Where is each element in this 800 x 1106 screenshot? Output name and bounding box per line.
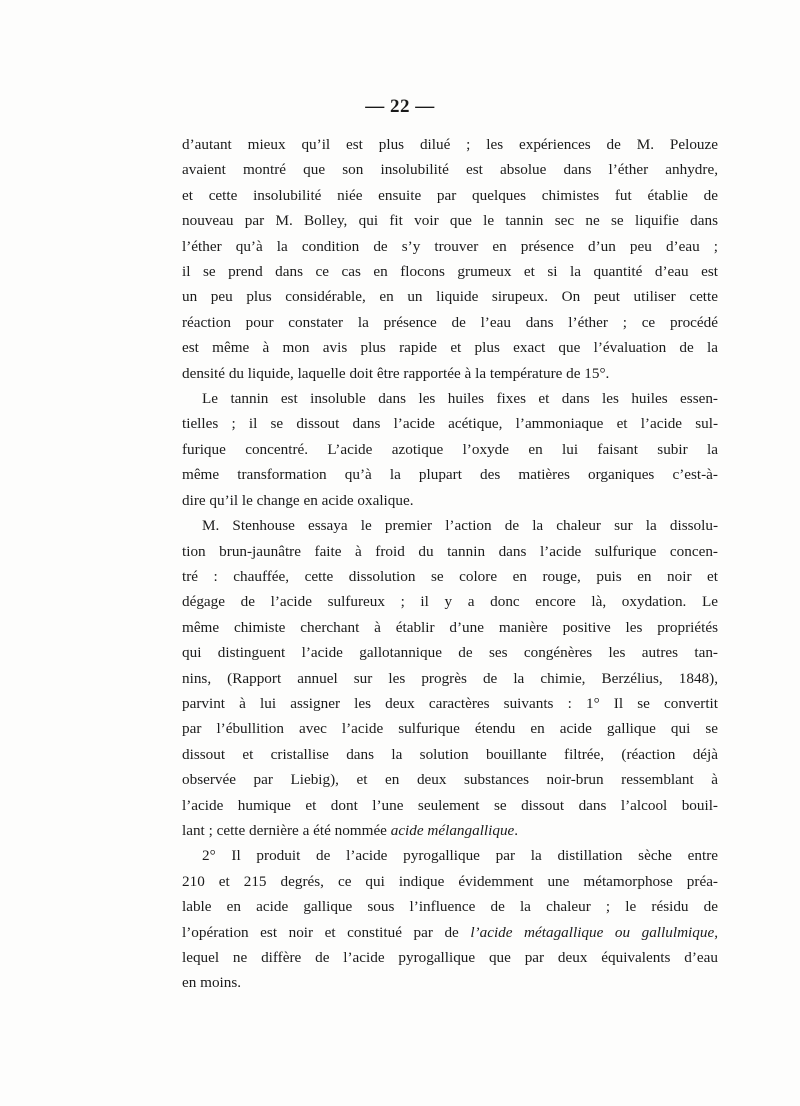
paragraph — [182, 513, 718, 843]
text-line: M. Stenhouse essaya le premier l’action de la chaleur sur la dissolu- — [202, 517, 718, 535]
text-line: nouveau par M. Bolley, qui fit voir que le tannin sec ne se liquifie dans — [182, 212, 718, 230]
text-line: en moins. — [182, 974, 242, 992]
text-line: dégage de l’acide sulfureux ; il y a donc encore là, oxydation. Le — [182, 593, 718, 611]
paragraph — [182, 843, 718, 995]
text-line: est même à mon avis plus rapide et plus exact que l’évaluation de la — [182, 339, 718, 357]
text-segment: . — [514, 821, 519, 839]
text-line: d’autant mieux qu’il est plus dilué ; les expériences de M. Pelouze — [182, 136, 718, 153]
text-line: nins, (Rapport annuel sur les progrès de la chimie, Berzélius, 1848), — [182, 669, 718, 687]
text-line: qui distinguent l’acide gallotannique de ses congénères les autres tan- — [182, 644, 718, 662]
text-line: Le tannin est insoluble dans les huiles fixes et dans les huiles essen- — [202, 390, 718, 408]
text-segment: l’opération est noir et constitué par de — [182, 923, 471, 941]
body-text — [182, 132, 718, 996]
text-line: densité du liquide, laquelle doit être rapportée à la température de 15°. — [182, 364, 610, 382]
paragraph — [182, 386, 718, 513]
text-line: tielles ; il se dissout dans l’acide acétique, l’ammoniaque et l’acide sul- — [182, 415, 718, 433]
text-line: il se prend dans ce cas en flocons grumeux et si la quantité d’eau est — [182, 263, 718, 281]
text-line: parvint à lui assigner les deux caractères suivants : 1° Il se convertit — [182, 694, 718, 712]
text-line — [182, 920, 718, 945]
text-line: observée par Liebig), et en deux substances noir-brun ressemblant à — [182, 771, 718, 789]
text-line: avaient montré que son insolubilité est absolue dans l’éther anhydre, — [182, 161, 718, 179]
text-line: réaction pour constater la présence de l’eau dans l’éther ; ce procédé — [182, 313, 718, 331]
text-line: même transformation qu’à la plupart des matières organiques c’est-à- — [182, 466, 718, 484]
text-line: furique concentré. L’acide azotique l’oxyde en lui faisant subir la — [182, 440, 718, 458]
text-line: l’éther qu’à la condition de s’y trouver en présence d’un peu d’eau ; — [182, 237, 718, 255]
text-segment: lant ; cette dernière a été nommée — [182, 821, 391, 839]
text-line: lequel ne diffère de l’acide pyrogallique que par deux équivalents d’eau — [182, 949, 718, 966]
paragraph — [182, 132, 718, 386]
text-line: 2° Il produit de l’acide pyrogallique par la distillation sèche entre — [202, 847, 718, 865]
text-segment: , — [714, 923, 718, 941]
text-line: lable en acide gallique sous l’influence de la chaleur ; le résidu de — [182, 898, 718, 916]
italic-term: acide mélangallique — [390, 821, 515, 839]
text-line: même chimiste cherchant à établir d’une manière positive les propriétés — [182, 618, 718, 636]
italic-term: l’acide métagallique ou gallulmique — [470, 923, 715, 941]
text-line — [182, 818, 718, 843]
text-line: un peu plus considérable, en un liquide sirupeux. On peut utiliser cette — [182, 288, 718, 306]
text-line: 210 et 215 degrés, ce qui indique évidemment une métamorphose préa- — [182, 872, 718, 890]
text-line: tré : chauffée, cette dissolution se colore en rouge, puis en noir et — [182, 567, 718, 585]
text-line: dissout et cristallise dans la solution bouillante filtrée, (réaction déjà — [182, 745, 718, 763]
text-line: l’acide humique et dont l’une seulement se dissout dans l’alcool bouil- — [182, 796, 718, 814]
text-line: et cette insolubilité niée ensuite par quelques chimistes fut établie de — [182, 186, 718, 204]
text-line: par l’ébullition avec l’acide sulfurique étendu en acide gallique qui se — [182, 720, 718, 738]
page-number: — 22 — — [365, 96, 435, 117]
text-line: dire qu’il le change en acide oxalique. — [182, 491, 414, 509]
text-line: tion brun-jaunâtre faite à froid du tannin dans l’acide sulfurique concen- — [182, 542, 718, 560]
